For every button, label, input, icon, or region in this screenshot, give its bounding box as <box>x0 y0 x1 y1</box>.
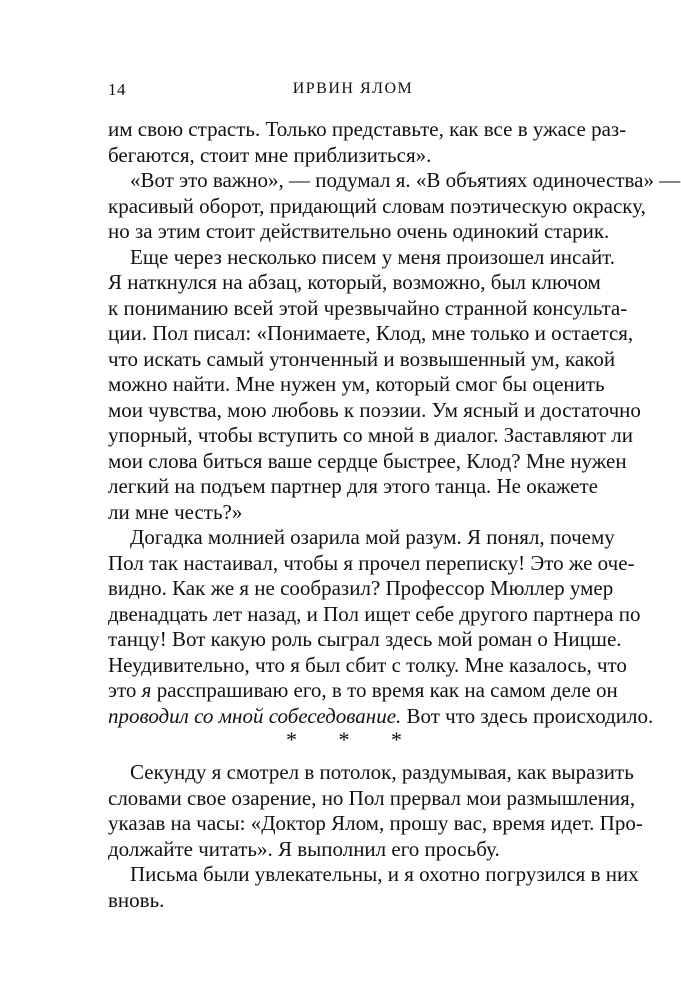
text-line: Письма были увлекательны, и я охотно погрузился в них <box>130 862 639 886</box>
text-line: Секунду я смотрел в потолок, раздумывая, как выразить <box>130 760 634 784</box>
text-line: Неудивительно, что я был сбит с толку. Мне казалось, что <box>108 652 627 677</box>
text-line: Я наткнулся на абзац, который, возможно, был ключом <box>108 270 601 294</box>
text-run: это <box>108 678 142 702</box>
italic-text: я <box>141 678 152 702</box>
text-line: танцу! Вот какую роль сыграл здесь мой роман о Ницше. <box>108 627 622 651</box>
text-line: красивый оборот, придающий словам поэтическую окраску, <box>108 193 646 218</box>
running-title: ИРВИН ЯЛОМ <box>292 80 414 97</box>
text-line: Еще через несколько писем у меня произошел инсайт. <box>130 244 616 269</box>
text-line: можно найти. Мне нужен ум, который смог бы оценить <box>108 372 605 396</box>
text-line: указав на часы: «Доктор Ялом, прошу вас, время идет. Про- <box>108 811 643 835</box>
text-line: Пол так настаивал, чтобы я прочел переписку! Это же оче- <box>108 550 635 575</box>
text-line: словами свое озарение, но Пол прервал мои размышления, <box>108 785 636 810</box>
page-header <box>108 80 598 100</box>
text-line: ли мне честь?» <box>108 499 243 524</box>
text-line: упорный, чтобы вступить со мной в диалог. Заставляют ли <box>108 423 633 447</box>
text-line: легкий на подъем партнер для этого танца. Не окажете <box>108 474 598 498</box>
text-line: к пониманию всей этой чрезвычайно странной консульта- <box>108 295 628 320</box>
text-line: мои чувства, мою любовь к поэзии. Ум ясный и достаточно <box>108 397 641 422</box>
text-line: им свою страсть. Только представьте, как все в ужасе раз- <box>108 117 627 141</box>
section-separator: * * * <box>286 727 420 752</box>
text-line: видно. Как же я не сообразил? Профессор Мюллер умер <box>108 576 614 600</box>
text-line: мои слова биться ваше сердце быстрее, Клод? Мне нужен <box>108 448 627 473</box>
text-line <box>108 678 618 704</box>
text-block-continuation <box>108 760 643 913</box>
text-line: Догадка молнией озарила мой разум. Я понял, почему <box>130 525 615 549</box>
text-line: ции. Пол писал: «Понимаете, Клод, мне только и остается, <box>108 321 634 345</box>
text-line: должайте читать». Я выполнил его просьбу. <box>108 836 500 861</box>
text-line: вновь. <box>108 887 165 912</box>
text-line: «Вот это важно», — подумал я. «В объятиях одиночества» — <box>130 168 681 192</box>
text-run: Вот что здесь происходило. <box>401 703 654 728</box>
text-block-main <box>108 117 681 729</box>
text-run: расспрашиваю его, в то время как на самом деле он <box>151 678 618 702</box>
italic-text: проводил со мной собеседование. <box>108 703 402 728</box>
text-line: что искать самый утонченный и возвышенный ум, какой <box>108 346 616 371</box>
text-line: бегаются, стоит мне приблизиться». <box>108 142 432 167</box>
page-number: 14 <box>108 80 126 99</box>
text-line <box>108 703 654 730</box>
text-line: двенадцать лет назад, и Пол ищет себе другого партнера по <box>108 601 641 626</box>
text-line: но за этим стоит действительно очень одинокий старик. <box>108 219 610 243</box>
